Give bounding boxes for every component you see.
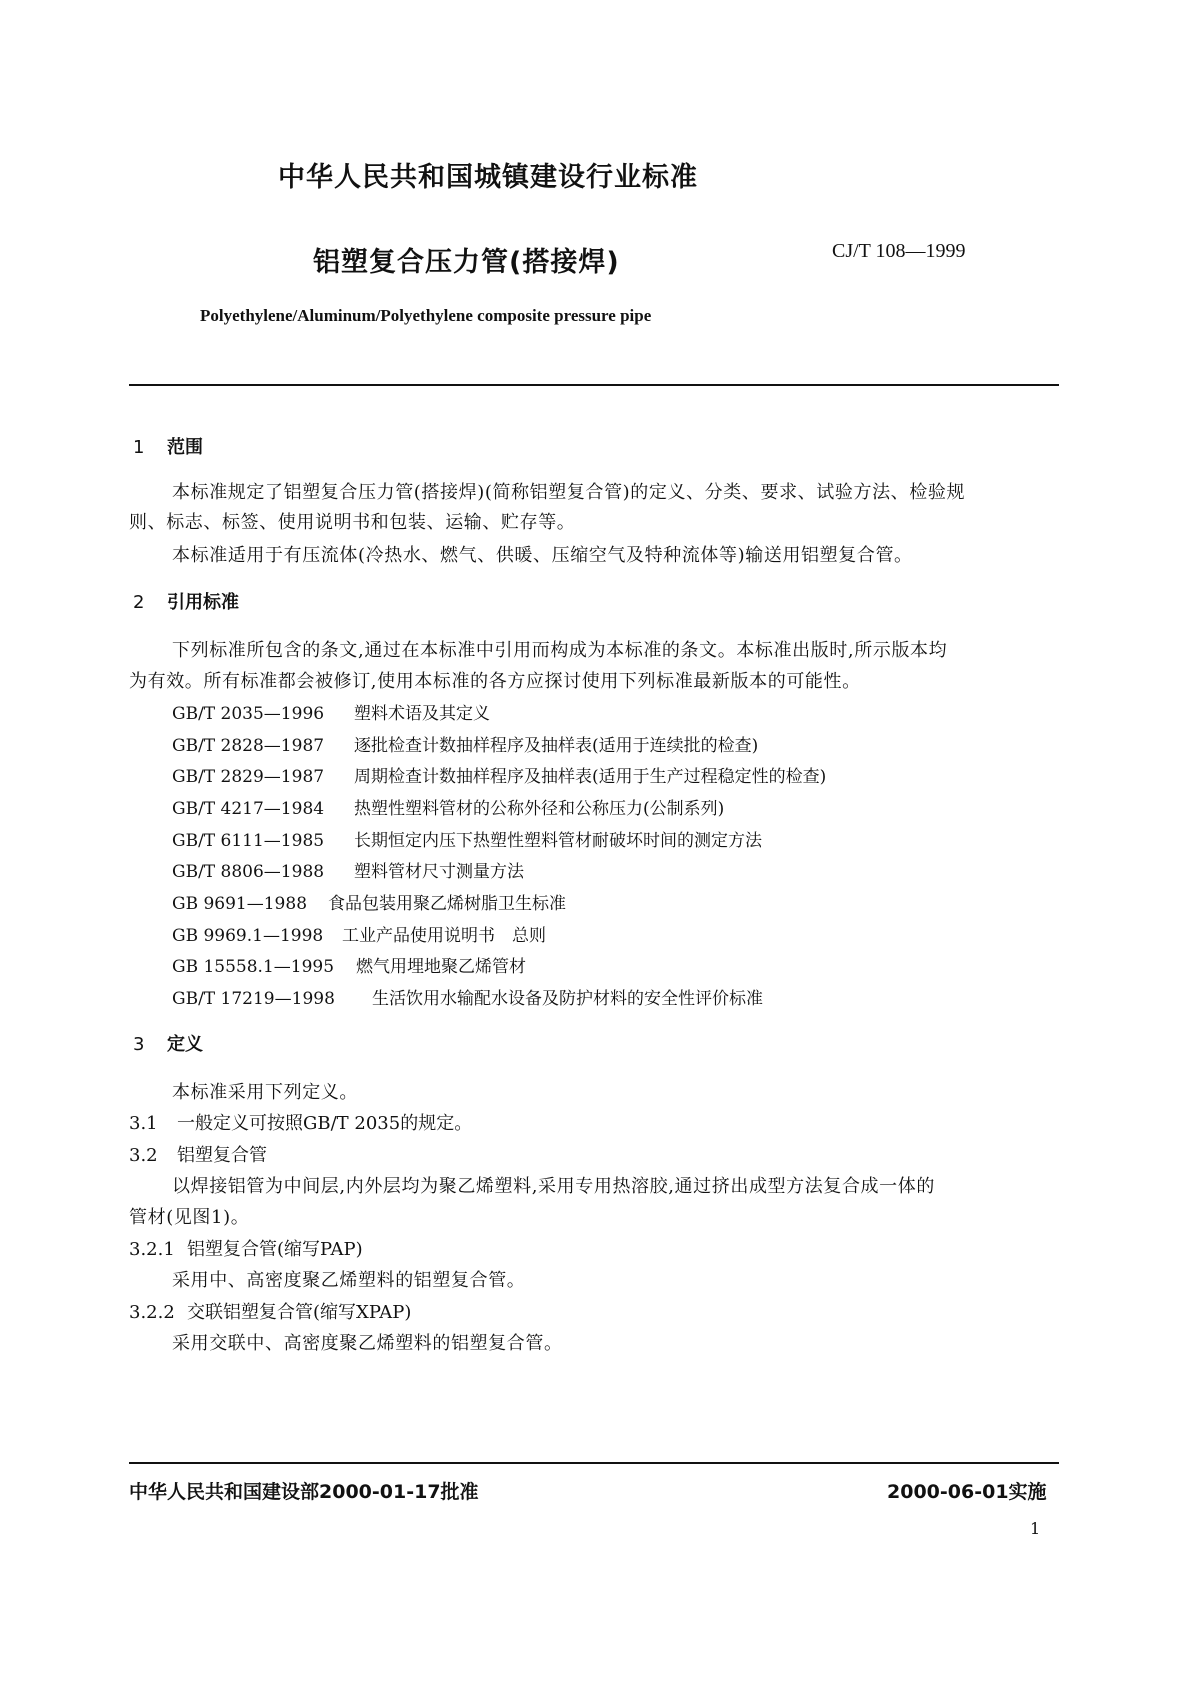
ref-item: GB 9969.1—1998 工业产品使用说明书 总则 [172,926,546,946]
section-3-intro: 本标准采用下列定义。 [172,1082,358,1103]
ref-item: GB/T 6111—1985 长期恒定内压下热塑性塑料管材耐破坏时间的测定方法 [172,831,762,851]
section-2-title: 引用标准 [167,592,239,613]
ref-item: GB/T 4217—1984 热塑性塑料管材的公称外径和公称压力(公制系列) [172,799,725,819]
ref-item: GB/T 2828—1987 逐批检查计数抽样程序及抽样表(适用于连续批的检查) [172,736,759,756]
ref-item: GB 9691—1988 食品包装用聚乙烯树脂卫生标准 [172,894,566,914]
ref-item: GB/T 17219—1998 生活饮用水输配水设备及防护材料的安全性评价标准 [172,989,763,1009]
section-3-title: 定义 [167,1034,203,1055]
section-1-para-1-line-2: 则、标志、标签、使用说明书和包装、运输、贮存等。 [129,512,576,533]
definition-3-2-1-heading: 3.2.1 铝塑复合管(缩写PAP) [129,1239,363,1260]
ref-item: GB 15558.1—1995 燃气用埋地聚乙烯管材 [172,957,526,977]
definition-3-2-1-text: 采用中、高密度聚乙烯塑料的铝塑复合管。 [172,1270,526,1291]
section-1-number: 1 [133,437,145,458]
definition-3-1: 3.1 一般定义可按照GB/T 2035的规定。 [129,1113,473,1134]
footer-divider [129,1462,1059,1464]
english-title: Polyethylene/Aluminum/Polyethylene composite pressure pipe [200,306,652,325]
section-1-para-1-line-1: 本标准规定了铝塑复合压力管(搭接焊)(简称铝塑复合管)的定义、分类、要求、试验方法、检验规 [172,482,966,503]
section-2-heading [133,588,239,614]
definition-3-2-heading: 3.2 铝塑复合管 [129,1145,267,1166]
section-1-title: 范围 [167,437,203,458]
definition-3-2-line-1: 以焊接铝管为中间层,内外层均为聚乙烯塑料,采用专用热溶胶,通过挤出成型方法复合成一体的 [172,1176,935,1197]
section-3-heading [133,1030,203,1056]
definition-3-2-line-2: 管材(见图1)。 [129,1207,250,1228]
definition-3-2-2-text: 采用交联中、高密度聚乙烯塑料的铝塑复合管。 [172,1333,563,1354]
definition-3-2-2-heading: 3.2.2 交联铝塑复合管(缩写XPAP) [129,1302,412,1323]
section-2-para-line-2: 为有效。所有标准都会被修订,使用本标准的各方应探讨使用下列标准最新版本的可能性。 [129,671,861,692]
ref-item: GB/T 2829—1987 周期检查计数抽样程序及抽样表(适用于生产过程稳定性的检查) [172,767,827,787]
section-3-number: 3 [133,1034,145,1055]
section-2-number: 2 [133,592,145,613]
approval-date: 中华人民共和国建设部2000-01-17批准 [129,1481,479,1503]
ref-item: GB/T 2035—1996 塑料术语及其定义 [172,704,490,724]
section-1-para-2: 本标准适用于有压流体(冷热水、燃气、供暖、压缩空气及特种流体等)输送用铝塑复合管。 [172,545,913,566]
issuing-org: 中华人民共和国城镇建设行业标准 [278,162,698,193]
standard-code: CJ/T 108—1999 [832,240,966,262]
effective-date: 2000-06-01实施 [887,1481,1047,1503]
section-2-para-line-1: 下列标准所包含的条文,通过在本标准中引用而构成为本标准的条文。本标准出版时,所示版本均 [172,640,948,661]
page-number: 1 [1030,1519,1041,1538]
ref-item: GB/T 8806—1988 塑料管材尺寸测量方法 [172,862,524,882]
header-divider [129,384,1059,386]
section-1-heading [133,433,203,459]
document-title: 铝塑复合压力管(搭接焊) [313,247,620,278]
